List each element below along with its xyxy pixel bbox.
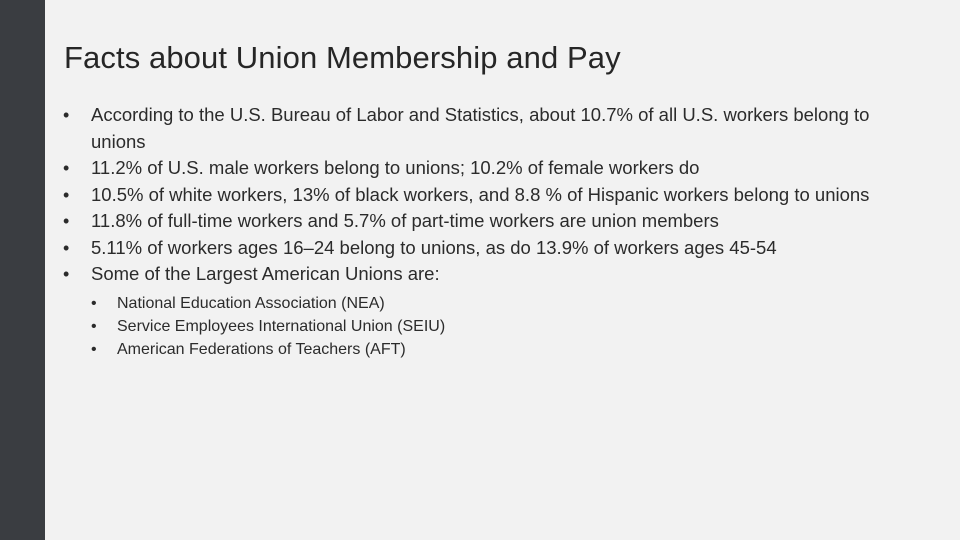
bullet-list [63,102,923,361]
bullet-item [63,235,923,262]
bullet-text: Some of the Largest American Unions are: [91,263,440,284]
bullet-icon: • [63,158,70,178]
bullet-item [63,208,923,235]
bullet-text: According to the U.S. Bureau of Labor and Statistics, about 10.7% of all U.S. workers belong to unions [91,104,870,152]
bullet-icon: • [63,264,70,284]
sub-bullet-icon: • [91,317,97,335]
bullet-text: 11.8% of full-time workers and 5.7% of part-time workers are union members [91,210,719,231]
sub-bullet-item [91,338,923,361]
bullet-icon: • [63,237,70,258]
bullet-icon: • [63,184,70,205]
bullet-item [63,182,923,209]
bullet-text: 10.5% of white workers, 13% of black workers, and 8.8 % of Hispanic workers belong to unions [91,183,870,205]
bullet-text: 11.2% of U.S. male workers belong to unions; 10.2% of female workers do [91,157,700,178]
bullet-text: 5.11% of workers ages 16–24 belong to unions, as do 13.9% of workers ages 45-54 [91,236,777,258]
bullet-icon: • [63,211,70,231]
bullet-item [63,261,923,361]
sub-bullet-text: National Education Association (NEA) [117,294,385,312]
sub-bullet-text: American Federations of Teachers (AFT) [117,340,406,358]
slide-title: Facts about Union Membership and Pay [64,40,621,75]
sub-bullet-text: Service Employees International Union (SEIU) [117,317,446,335]
left-accent-bar [0,0,45,540]
sub-bullet-item [91,292,923,315]
bullet-item [63,102,923,155]
sub-bullet-item [91,315,923,338]
sub-bullet-icon: • [91,294,97,312]
sub-bullet-list [91,292,923,361]
sub-bullet-icon: • [91,340,97,358]
bullet-item [63,155,923,182]
bullet-icon: • [63,105,70,125]
